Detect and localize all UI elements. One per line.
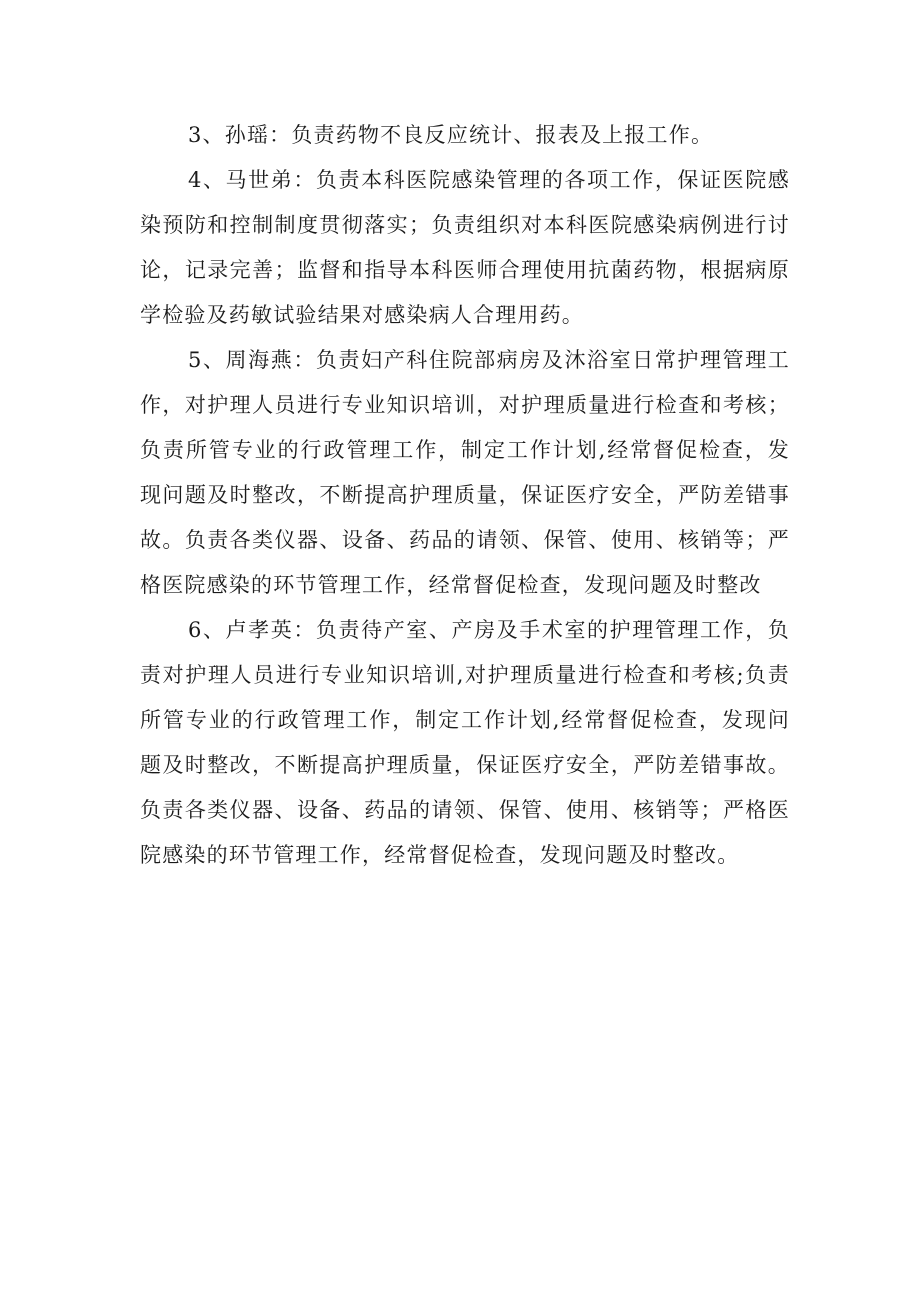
paragraph-item-4: 4、马世弟：负责本科医院感染管理的各项工作，保证医院感染预防和控制制度贯彻落实；负责组织对本科医院感染病例进行讨论，记录完善；监督和指导本科医师合理使用抗菌药物，根据病原学检验及药敏试验结果对感染病人合理用药。 — [140, 168, 790, 327]
paragraph-item-6: 6、卢孝英：负责待产室、产房及手术室的护理管理工作，负责对护理人员进行专业知识培训,对护理质量进行检查和考核;负责所管专业的行政管理工作，制定工作计划,经常督促检查，发现问题及时整改，不断提高护理质量，保证医疗安全，严防差错事故。负责各类仪器、设备、药品的请领、保管、使用、核销等；严格医院感染的环节管理工作，经常督促检查，发现问题及时整改。 — [140, 618, 790, 867]
document-body — [140, 113, 790, 878]
paragraph-item-3: 3、孙瑶：负责药物不良反应统计、报表及上报工作。 — [188, 123, 714, 147]
paragraph-item-5: 5、周海燕：负责妇产科住院部病房及沐浴室日常护理管理工作，对护理人员进行专业知识培训，对护理质量进行检查和考核；负责所管专业的行政管理工作，制定工作计划,经常督促检查，发现问题及时整改，不断提高护理质量，保证医疗安全，严防差错事故。负责各类仪器、设备、药品的请领、保管、使用、核销等；严格医院感染的环节管理工作，经常督促检查，发现问题及时整改 — [140, 348, 790, 597]
